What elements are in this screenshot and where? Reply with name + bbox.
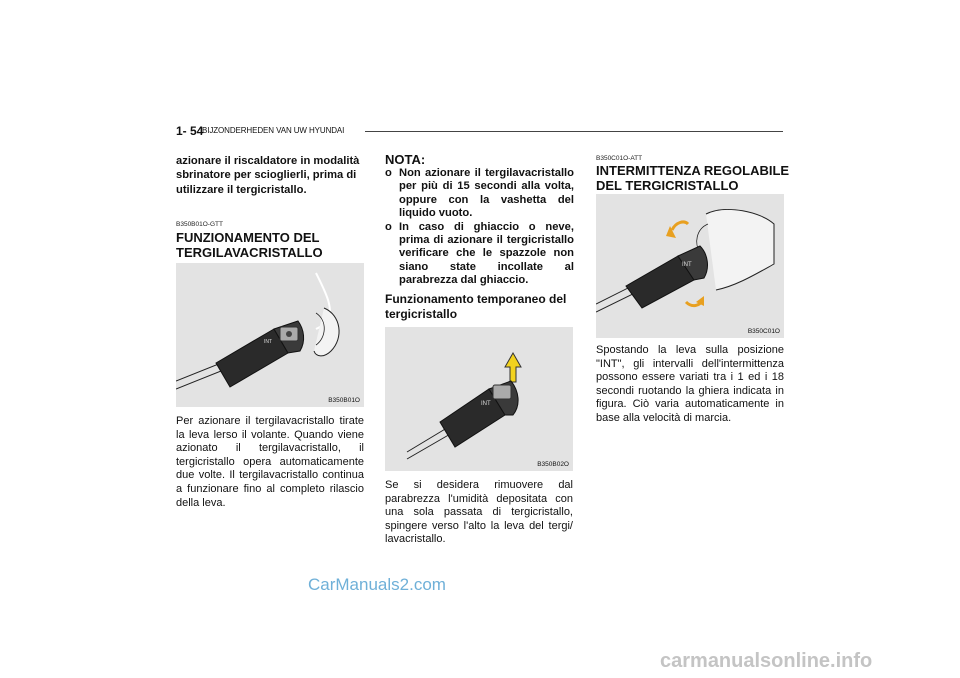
heading-line: INTERMITTENZA REGOLABILE <box>596 163 790 178</box>
up-arrow-icon <box>505 353 521 382</box>
nota-item <box>385 221 574 288</box>
int-label: INT <box>682 262 692 268</box>
int-label: INT <box>264 339 273 345</box>
figure-caption: B350B02O <box>537 461 569 468</box>
rotate-up-arrow-icon <box>672 222 688 230</box>
wiper-lever-figure-1 <box>176 263 364 407</box>
lever-illustration <box>385 327 573 471</box>
nota-text: Non azionare il tergilavacristallo per più di 15 secondi alla volta, oppure con la vashetta del liquido vuoto. <box>399 167 574 220</box>
nota-text: In caso di ghiaccio o neve, prima di azionare il tergicristallo verificare che le spazzole non siano state incollate al parabrezza dal ghiaccio. <box>399 220 574 287</box>
body-paragraph: Spostando la leva sulla posizione "INT", gli intervalli dell'intermittenza possono essere variati tra i 1 ed i 18 secondi ruotando la ghiera indicata in figura. Ciò varia automaticamente in base alla velocità di marcia. <box>596 344 784 424</box>
figure-caption: B350B01O <box>328 397 360 404</box>
section-code: B350C01O-ATT <box>596 155 643 162</box>
heading-line: DEL TERGICRISTALLO <box>596 178 739 193</box>
section-heading <box>176 230 376 260</box>
wiper-lever-figure-2 <box>385 327 573 471</box>
wiper-lever-figure-3 <box>596 194 784 338</box>
section-title: BIJZONDERHEDEN VAN UW HYUNDAI <box>202 126 345 135</box>
bullet: o <box>385 220 392 233</box>
lever-illustration <box>596 194 784 338</box>
subsection-heading: Funzionamento temporaneo del tergicristallo <box>385 292 567 321</box>
header-divider <box>365 131 783 132</box>
page-number: 1- 54 <box>176 124 204 138</box>
watermark-right: carmanualsonline.info <box>660 650 873 672</box>
int-label: INT <box>481 401 491 407</box>
body-paragraph: Per azionare il tergilavacristallo tirate la leva lerso il volante. Quando viene azionato il tergilavacristallo, il tergicristallo opera automaticamente due volte. Il tergilavacristallo continua a funzionare fino al completo rilascio della leva. <box>176 415 364 509</box>
heading-line: FUNZIONAMENTO DEL <box>176 230 320 245</box>
section-code: B350B01O-GTT <box>176 221 223 228</box>
watermark-left: CarManuals2.com <box>308 575 446 594</box>
lever-illustration <box>176 263 364 407</box>
heading-line: TERGILAVACRISTALLO <box>176 245 323 260</box>
nota-item <box>385 167 574 221</box>
figure-caption: B350C01O <box>747 328 780 335</box>
bullet: o <box>385 167 392 179</box>
section-heading <box>596 163 796 193</box>
nota-title: NOTA: <box>385 152 426 167</box>
body-paragraph: Se si desidera rimuovere dal parabrezza l'umidità depositata con una sola passata di tergicristallo, spingere verso l'alto la leva del tergi/ lavacristallo. <box>385 479 573 546</box>
intro-paragraph: azionare il riscaldatore in modalità sbrinatore per scioglierli, prima di utilizzare il tergicristallo. <box>176 155 360 196</box>
nota-list <box>385 167 574 288</box>
